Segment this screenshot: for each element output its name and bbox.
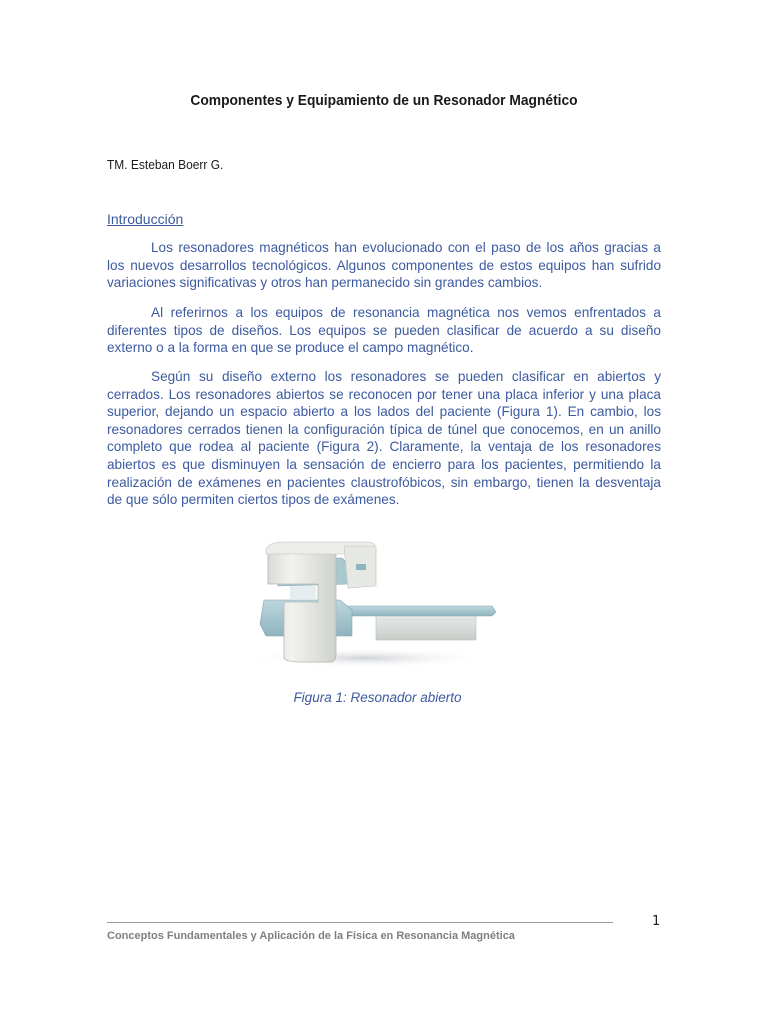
paragraph-2: Al referirnos a los equipos de resonancia magnética nos vemos enfrentados a diferentes tipos de diseños. Los equipos se pueden clasificar de acuerdo a su diseño externo o a la forma en que se produce el campo magnético.	[107, 305, 661, 356]
figure-open-mri-image	[256, 540, 502, 668]
page-number: 1	[652, 914, 661, 929]
footer-divider	[107, 922, 613, 923]
paragraph-3: Según su diseño externo los resonadores se pueden clasificar en abiertos y cerrados. Los resonadores abiertos se reconocen por tener una placa inferior y una placa superior, dejando un espacio abierto a los lados del paciente (Figura 1). En cambio, los resonadores cerrados tienen la configuración típica de túnel que conocemos, en un anillo completo que rodea al paciente (Figura 2). Claramente, la ventaja de los resonadores abiertos es que disminuyen la sensación de encierro para los pacientes, permitiendo la realización de exámenes en pacientes claustrofóbicos, sin embargo, tienen la desventaja de que sólo permiten ciertos tipos de exámenes.	[107, 369, 661, 508]
footer-text: Conceptos Fundamentales y Aplicación de la Física en Resonancia Magnética	[107, 930, 515, 942]
author-line: TM. Esteban Boerr G.	[107, 157, 224, 172]
document-title: Componentes y Equipamiento de un Resonador Magnético	[190, 92, 578, 109]
figure-caption: Figura 1: Resonador abierto	[293, 690, 462, 705]
paragraph-1: Los resonadores magnéticos han evolucionado con el paso de los años gracias a los nuevos desarrollos tecnológicos. Algunos componentes de estos equipos han sufrido variaciones significativas y otros han permanecido sin grandes cambios.	[107, 240, 661, 291]
display-panel-icon	[356, 564, 366, 570]
section-heading-introduccion: Introducción	[107, 211, 184, 227]
open-mri-illustration	[256, 540, 502, 668]
